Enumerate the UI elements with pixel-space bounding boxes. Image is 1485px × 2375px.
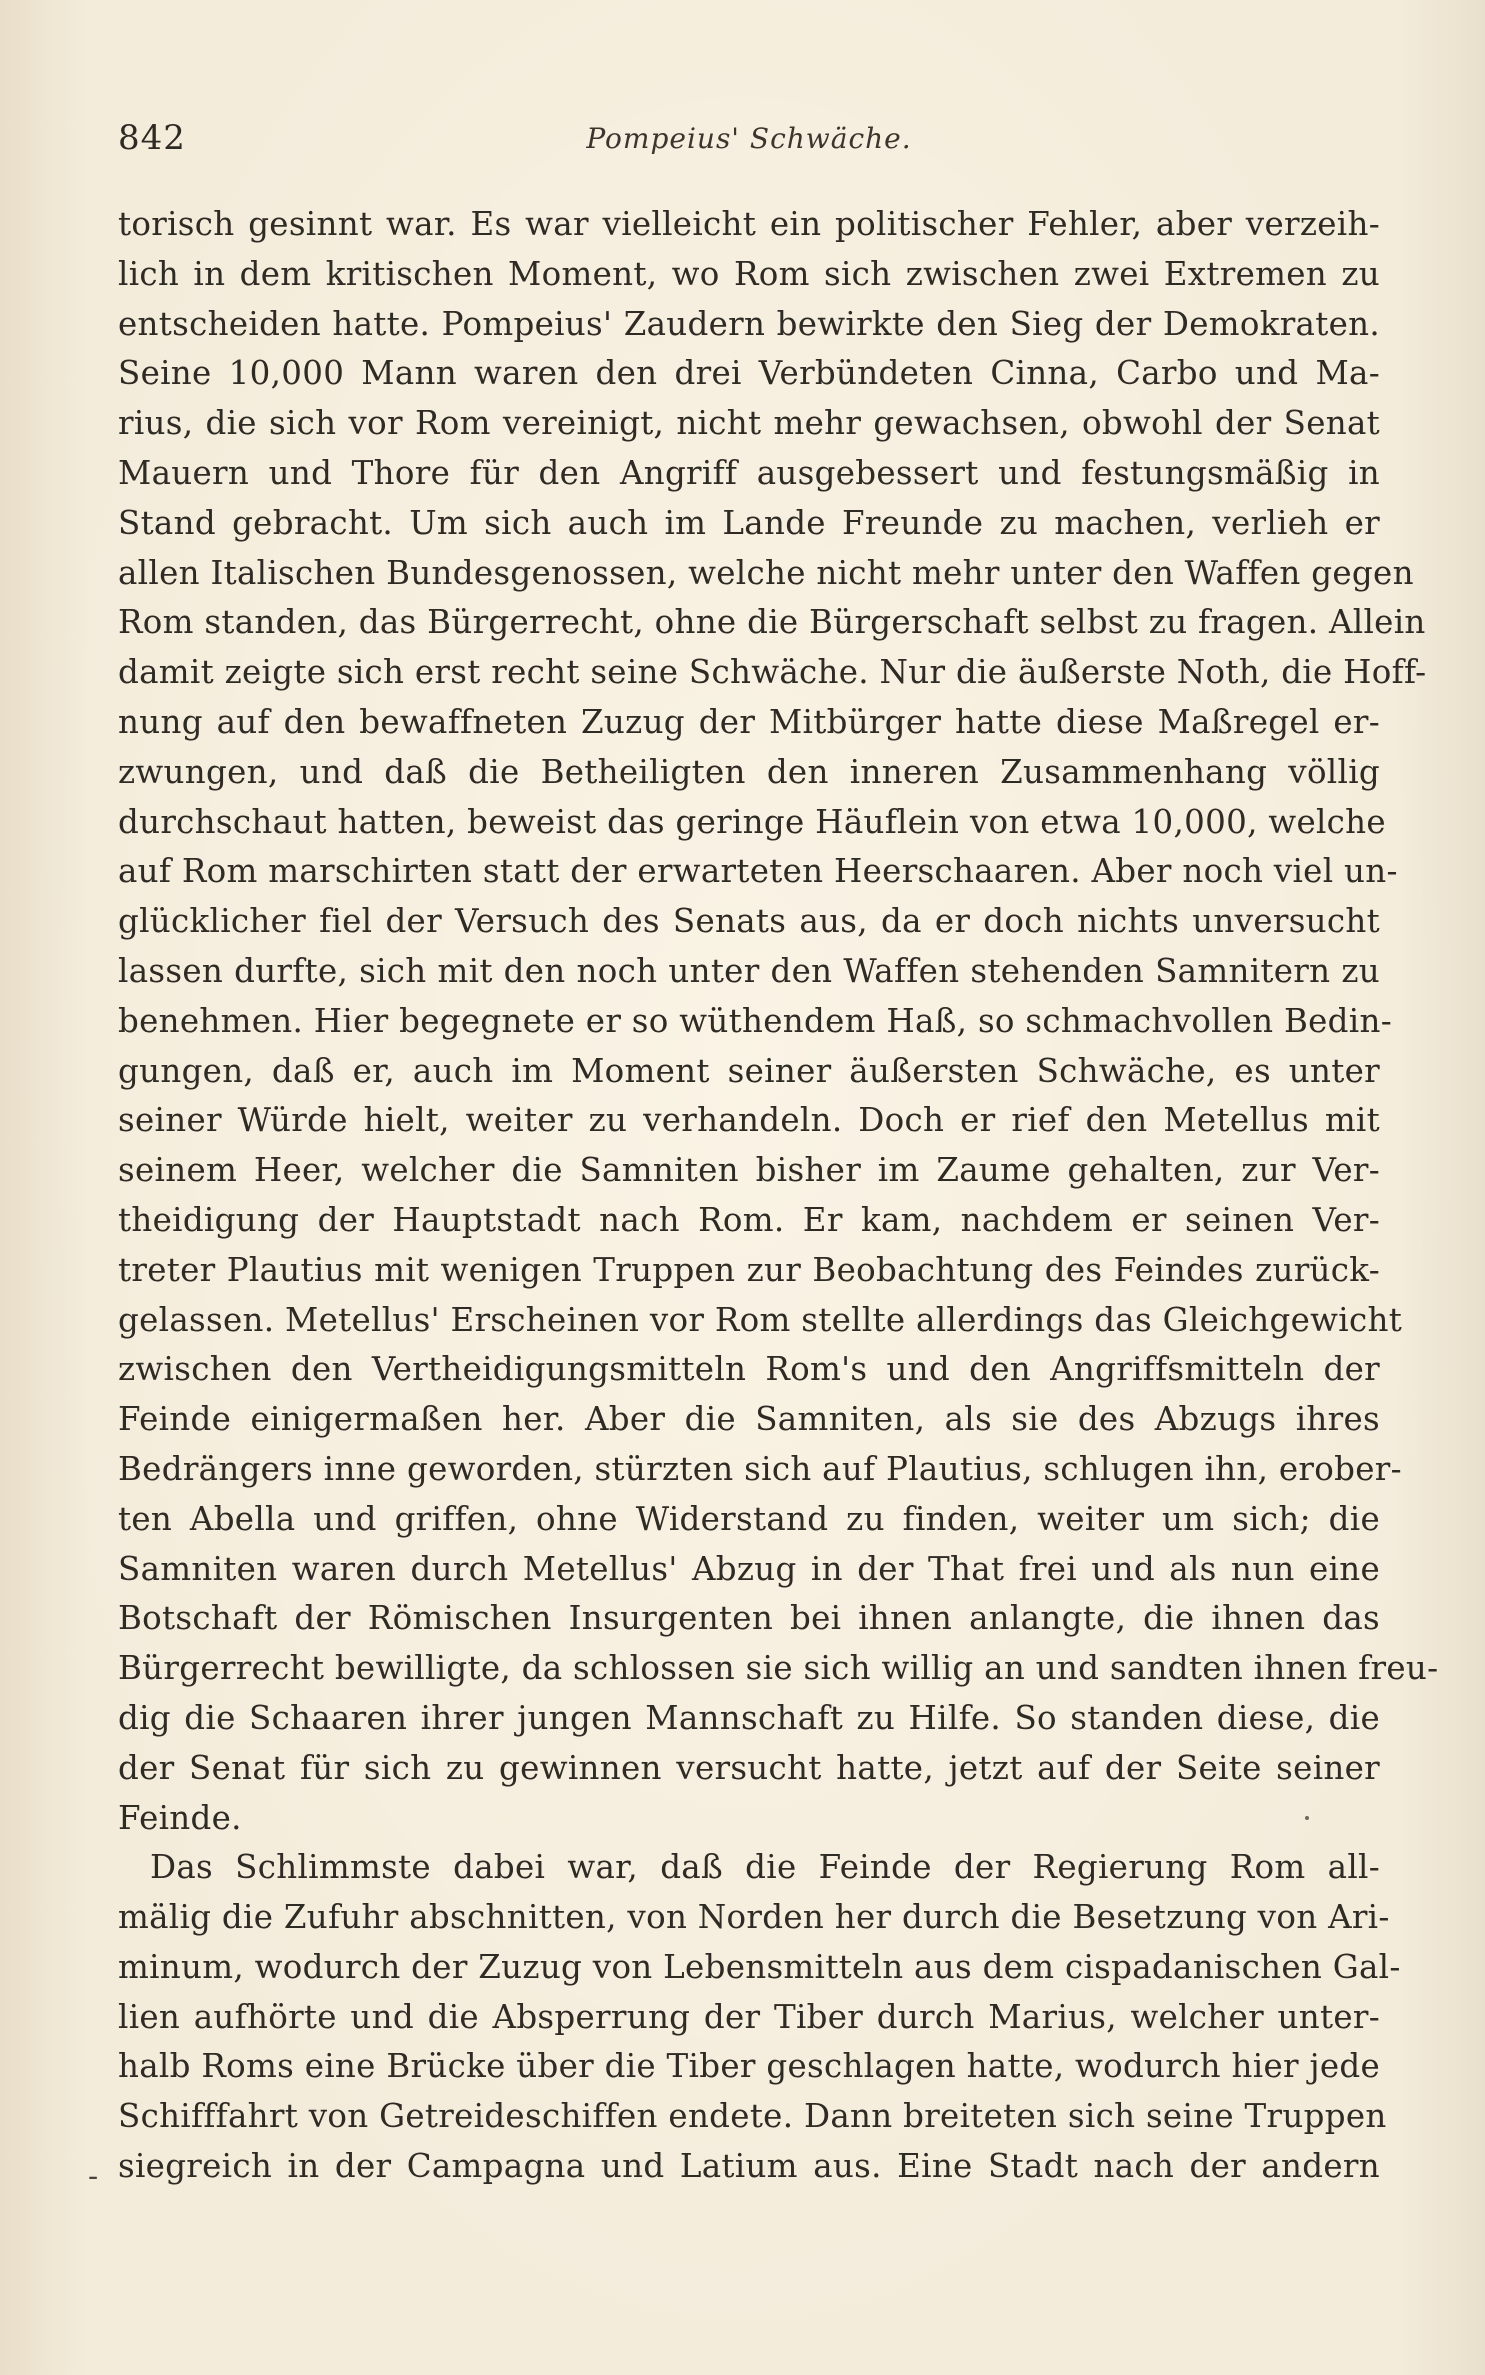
- text-line: Stand gebracht. Um sich auch im Lande Freunde zu machen, verlieh er: [118, 503, 1380, 542]
- text-line: ten Abella und griffen, ohne Widerstand zu finden, weiter um sich; die: [118, 1499, 1380, 1538]
- text-line: dig die Schaaren ihrer jungen Mannschaft zu Hilfe. So standen diese, die: [118, 1698, 1380, 1737]
- ink-speck: [1305, 1816, 1309, 1820]
- text-line: seinem Heer, welcher die Samniten bisher im Zaume gehalten, zur Ver-: [118, 1151, 1380, 1190]
- page-header: [118, 118, 1380, 168]
- text-line: zwungen, und daß die Betheiligten den inneren Zusammenhang völlig: [118, 752, 1380, 791]
- text-line: Bürgerrecht bewilligte, da schlossen sie sich willig an und sandten ihnen freu-: [118, 1649, 1439, 1688]
- text-line: theidigung der Hauptstadt nach Rom. Er kam, nachdem er seinen Ver-: [118, 1200, 1380, 1239]
- text-line: Schifffahrt von Getreideschiffen endete. Dann breiteten sich seine Truppen: [118, 2097, 1387, 2136]
- text-line: gelassen. Metellus' Erscheinen vor Rom stellte allerdings das Gleichgewicht: [118, 1300, 1403, 1339]
- margin-mark: -: [88, 2159, 99, 2194]
- text-line: Samniten waren durch Metellus' Abzug in der That frei und als nun eine: [118, 1549, 1380, 1588]
- text-line: damit zeigte sich erst recht seine Schwäche. Nur die äußerste Noth, die Hoff-: [118, 653, 1427, 692]
- text-line: Mauern und Thore für den Angriff ausgebessert und festungsmäßig in: [118, 453, 1380, 492]
- text-line: durchschaut hatten, beweist das geringe Häuflein von etwa 10,000, welche: [118, 802, 1386, 841]
- text-line: der Senat für sich zu gewinnen versucht hatte, jetzt auf der Seite seiner: [118, 1748, 1380, 1787]
- page-number: 842: [118, 118, 186, 158]
- text-line: halb Roms eine Brücke über die Tiber geschlagen hatte, wodurch hier jede: [118, 2047, 1380, 2086]
- text-line: mälig die Zufuhr abschnitten, von Norden her durch die Besetzung von Ari-: [118, 1898, 1390, 1937]
- text-line: nung auf den bewaffneten Zuzug der Mitbürger hatte diese Maßregel er-: [118, 702, 1380, 741]
- text-line: auf Rom marschirten statt der erwarteten Heerschaaren. Aber noch viel un-: [118, 852, 1398, 891]
- text-line: lich in dem kritischen Moment, wo Rom sich zwischen zwei Extremen zu: [118, 254, 1380, 293]
- text-line: Bedrängers inne geworden, stürzten sich auf Plautius, schlugen ihn, erober-: [118, 1449, 1402, 1488]
- text-line: minum, wodurch der Zuzug von Lebensmitteln aus dem cispadanischen Gal-: [118, 1947, 1401, 1986]
- text-line: treter Plautius mit wenigen Truppen zur Beobachtung des Feindes zurück-: [118, 1250, 1380, 1289]
- text-line: glücklicher fiel der Versuch des Senats aus, da er doch nichts unversucht: [118, 902, 1380, 941]
- text-line: lien aufhörte und die Absperrung der Tiber durch Marius, welcher unter-: [118, 1997, 1380, 2036]
- text-line: zwischen den Vertheidigungsmitteln Rom's und den Angriffsmitteln der: [118, 1350, 1380, 1389]
- text-line: torisch gesinnt war. Es war vielleicht ein politischer Fehler, aber verzeih-: [118, 205, 1380, 243]
- text-line: rius, die sich vor Rom vereinigt, nicht mehr gewachsen, obwohl der Senat: [118, 404, 1380, 443]
- paragraph-end-line: Feinde.: [118, 1798, 242, 1837]
- body-text: [118, 200, 1439, 2192]
- running-head: Pompeius' Schwäche.: [586, 122, 912, 155]
- text-line: lassen durfte, sich mit den noch unter den Waffen stehenden Samnitern zu: [118, 951, 1380, 990]
- text-line: Rom standen, das Bürgerrecht, ohne die Bürgerschaft selbst zu fragen. Allein: [118, 603, 1426, 642]
- text-line: benehmen. Hier begegnete er so wüthendem Haß, so schmachvollen Bedin-: [118, 1001, 1392, 1040]
- text-line: Feinde einigermaßen her. Aber die Samniten, als sie des Abzugs ihres: [118, 1400, 1380, 1439]
- text-line: Botschaft der Römischen Insurgenten bei ihnen anlangte, die ihnen das: [118, 1599, 1380, 1638]
- text-line: gungen, daß er, auch im Moment seiner äußersten Schwäche, es unter: [118, 1051, 1380, 1090]
- text-line: allen Italischen Bundesgenossen, welche nicht mehr unter den Waffen gegen: [118, 553, 1414, 592]
- text-line: entscheiden hatte. Pompeius' Zaudern bewirkte den Sieg der Demokraten.: [118, 304, 1380, 343]
- text-line: seiner Würde hielt, weiter zu verhandeln. Doch er rief den Metellus mit: [118, 1101, 1380, 1140]
- paragraph-start-line: Das Schlimmste dabei war, daß die Feinde der Regierung Rom all-: [150, 1848, 1380, 1887]
- text-line: Seine 10,000 Mann waren den drei Verbündeten Cinna, Carbo und Ma-: [118, 354, 1380, 393]
- text-line: siegreich in der Campagna und Latium aus. Eine Stadt nach der andern: [118, 2147, 1380, 2186]
